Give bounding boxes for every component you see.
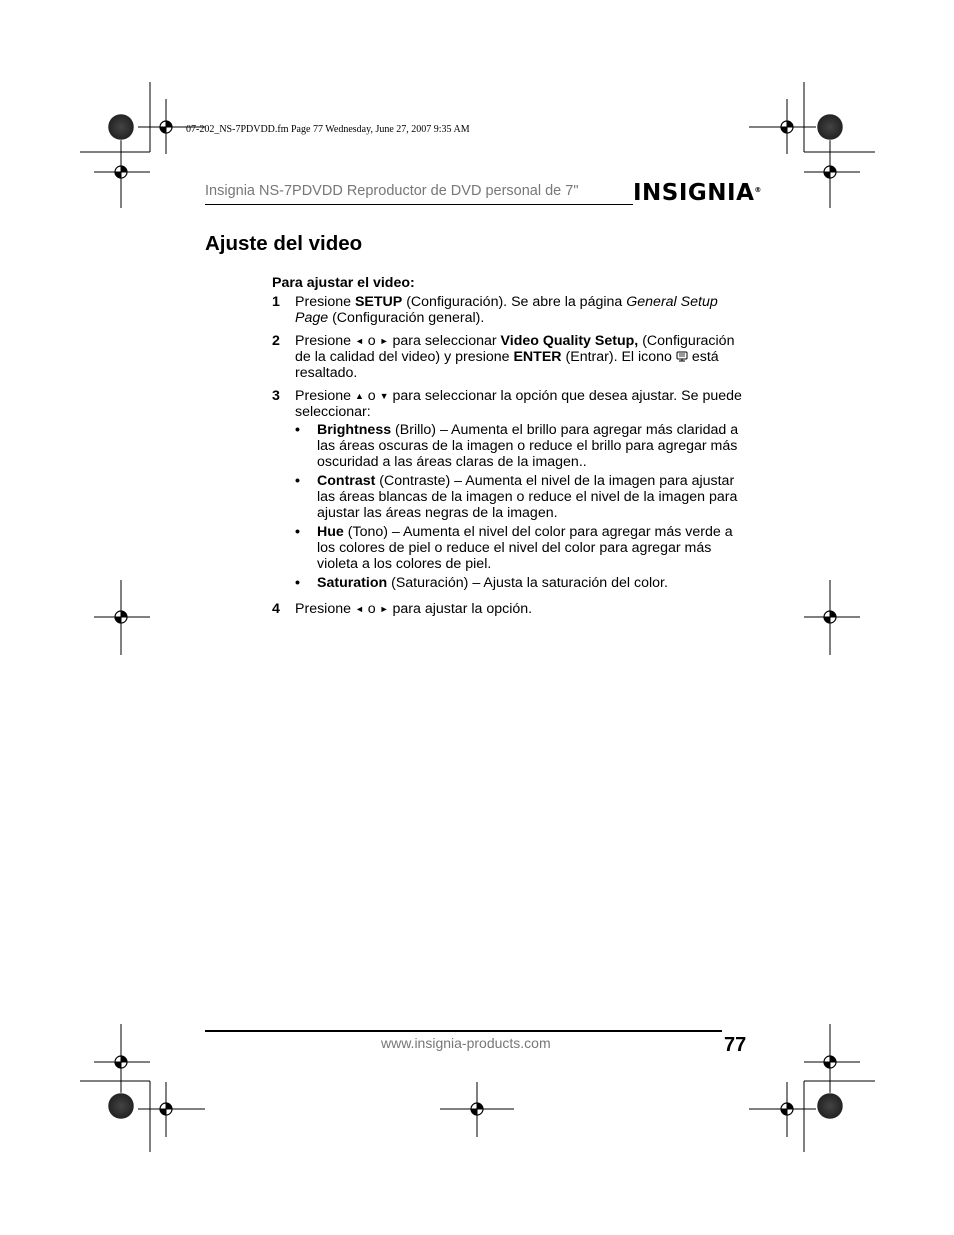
step-number: 2 (272, 333, 280, 349)
right-arrow-icon: ► (379, 336, 389, 346)
option-list (295, 422, 752, 591)
list-item: • Brightness (Brillo) – Aumenta el brillo para agregar más claridad a las áreas oscuras de la imagen o reduce el brillo para agregar más oscuridad a las áreas claras de la imagen.. (295, 422, 739, 470)
left-arrow-icon: ◄ (354, 336, 364, 346)
step-3 (272, 388, 752, 594)
step-text: Presione SETUP (Configuración). Se abre la página General Setup Page (Configuración general). (295, 294, 718, 326)
footer-rule (205, 1030, 722, 1032)
logo-text: INSIGNIA (633, 180, 755, 206)
step-text: Presione ◄ o ► para ajustar la opción. (295, 601, 533, 617)
logo-mark: ® (754, 186, 762, 194)
step-4 (272, 601, 752, 617)
step-number: 3 (272, 388, 280, 404)
insignia-logo (633, 180, 762, 206)
footer-url[interactable]: www.insignia-products.com (381, 1035, 551, 1051)
step-text: Presione ▲ o ▼ para seleccionar la opción que desea ajustar. Se puede seleccionar: • Brightness (Brillo) – Aumenta el brillo para agregar más claridad a las áreas oscuras de la imagen o reduce el brillo para agregar más oscuridad a las áreas claras de la imagen.. • Contrast (Contraste) – Aumenta el nivel de la imagen para ajustar las áreas blancas de la imagen o reduce el nivel de la imagen para ajustar las áreas negras de la imagen. • Hue (Tono) – Aumenta el nivel del color para agregar más verde a los colores de piel o reduce el nivel del color para agregar más violeta a los colores de piel. • Saturation (Saturación) – Ajusta la saturación del color. (295, 388, 752, 594)
step-2 (272, 333, 752, 381)
step-text: Presione ◄ o ► para seleccionar Video Quality Setup, (Configuración de la calidad del video) y presione ENTER (Entrar). El icono está resaltado. (295, 333, 735, 381)
left-arrow-icon: ◄ (354, 604, 364, 614)
section-title: Ajuste del video (205, 232, 363, 255)
down-arrow-icon: ▼ (379, 391, 389, 401)
procedure-heading: Para ajustar el video: (272, 275, 415, 291)
step-number: 4 (272, 601, 280, 617)
procedure (272, 275, 752, 624)
list-item: • Saturation (Saturación) – Ajusta la saturación del color. (295, 575, 668, 591)
header-rule (205, 204, 633, 205)
right-arrow-icon: ► (379, 604, 389, 614)
video-quality-icon (676, 351, 688, 362)
step-number: 1 (272, 294, 280, 310)
page-number: 77 (724, 1034, 747, 1056)
list-item: • Hue (Tono) – Aumenta el nivel del color para agregar más verde a los colores de piel o reduce el nivel del color para agregar más violeta a los colores de piel. (295, 524, 733, 572)
up-arrow-icon: ▲ (354, 391, 364, 401)
file-slug: 07-202_NS-7PDVDD.fm Page 77 Wednesday, June 27, 2007 9:35 AM (186, 124, 470, 135)
list-item: • Contrast (Contraste) – Aumenta el nivel de la imagen para ajustar las áreas blancas de la imagen o reduce el nivel de la imagen para ajustar las áreas negras de la imagen. (295, 473, 738, 521)
step-1 (272, 294, 752, 326)
running-header: Insignia NS-7PDVDD Reproductor de DVD personal de 7" (205, 183, 579, 199)
